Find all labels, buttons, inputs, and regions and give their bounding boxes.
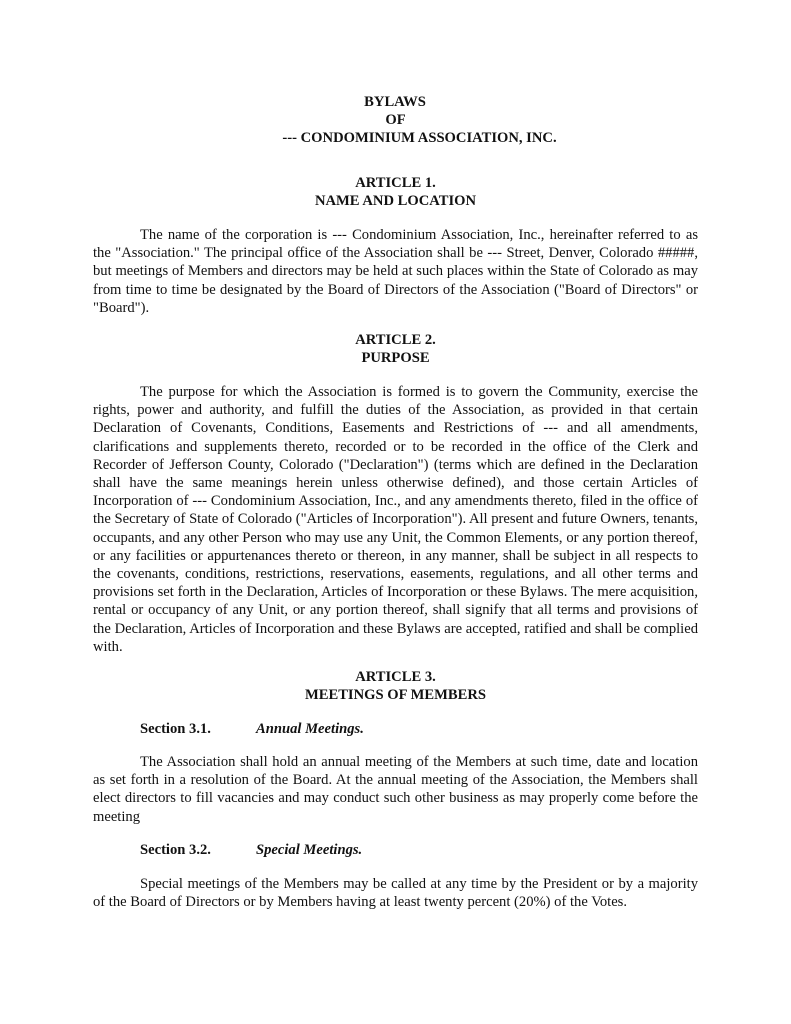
document-title (0, 93, 791, 148)
section-3-2-heading (140, 841, 362, 859)
article-3-number: ARTICLE 3. (355, 669, 436, 685)
title-line-of: OF (385, 112, 406, 129)
section-3-1-title: Annual Meetings. (256, 721, 364, 737)
section-3-1-heading (140, 720, 364, 738)
article-1-number: ARTICLE 1. (355, 175, 436, 191)
article-3-name: MEETINGS OF MEMBERS (304, 687, 487, 704)
section-3-1-number: Section 3.1. (140, 721, 211, 737)
article-2-name: PURPOSE (361, 350, 430, 367)
section-3-2-title: Special Meetings. (256, 842, 363, 858)
article-2-paragraph: The purpose for which the Association is formed is to govern the Community, exercise the rights, power and authority, and fulfill the duties of the Association, as provided in that certain Declaration of Covenants, Conditions, Easements and Restrictions of --- and all amendments, clarifications and supplements thereto, recorded or to be recorded in the office of the Clerk and Recorder of Jefferson County, Colorado ("Declaration") (terms which are defined in the Declaration shall have the same meanings herein unless otherwise defined), and those certain Articles of Incorporation of --- Condominium Association, Inc., and any amendments thereto, filed in the office of the Secretary of State of Colorado ("Articles of Incorporation"). All present and future Owners, tenants, occupants, and any other Person who may use any Unit, the Common Elements, or any portion thereof, or any facilities or appurtenances thereto or thereon, in any manner, shall be subject in all respects to the covenants, conditions, restrictions, reservations, easements, regulations, and all other terms and provisions set forth in the Declaration, Articles of Incorporation or these Bylaws. The mere acquisition, rental or occupancy of any Unit, or any portion thereof, shall signify that all terms and provisions of the Declaration, Articles of Incorporation and these Bylaws are accepted, ratified and shall be complied with. (93, 384, 698, 655)
section-3-2-paragraph: Special meetings of the Members may be called at any time by the President or by a majority of the Board of Directors or by Members having at least twenty percent (20%) of the Votes. (93, 876, 698, 911)
title-line-association-name: --- CONDOMINIUM ASSOCIATION, INC. (282, 130, 557, 147)
article-3-heading (0, 668, 791, 704)
article-1-name: NAME AND LOCATION (314, 193, 477, 210)
article-2-heading (0, 331, 791, 367)
article-1-paragraph: The name of the corporation is --- Condominium Association, Inc., hereinafter referred to as the "Association." The principal office of the Association shall be --- Street, Denver, Colorado #####, but meetings of Members and directors may be held at such places within the State of Colorado as may from time to time be designated by the Board of Directors of the Association ("Board of Directors" or "Board"). (93, 227, 698, 316)
section-3-1-paragraph: The Association shall hold an annual meeting of the Members at such time, date and location as set forth in a resolution of the Board. At the annual meeting of the Association, the Members shall elect directors to fill vacancies and may conduct such other business as may properly come before the meeting (93, 754, 698, 825)
article-2-number: ARTICLE 2. (355, 332, 436, 348)
article-1-heading (0, 174, 791, 210)
title-line-bylaws: BYLAWS (364, 94, 426, 110)
section-3-2-number: Section 3.2. (140, 842, 211, 858)
